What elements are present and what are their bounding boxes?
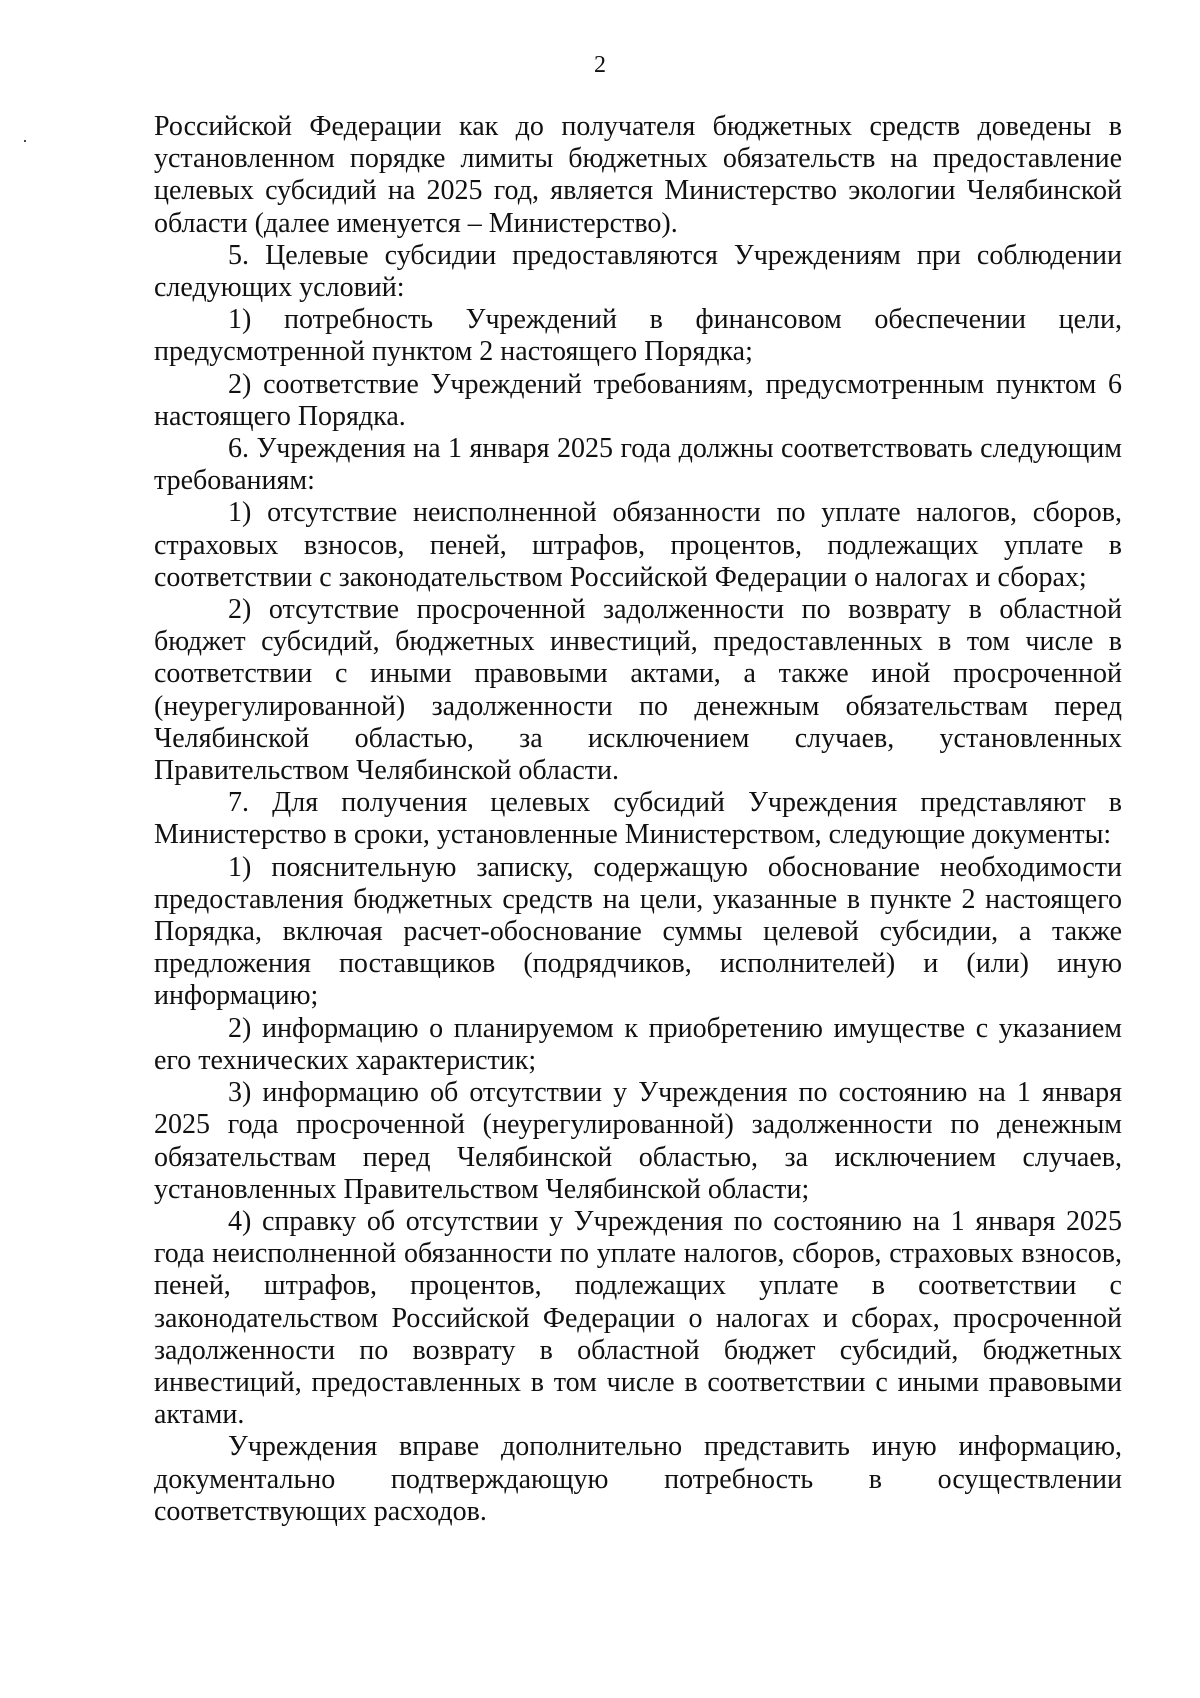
document-body bbox=[154, 111, 1122, 1528]
paragraph-item-6-2: 2) отсутствие просроченной задолженности по возврату в областной бюджет субсидий, бюджетных инвестиций, предоставленных в том числе в соответствии с иными правовыми актами, а также иной просроченной (неурегулированной) задолженности по денежным обязательствам перед Челябинской областью, за исключением случаев, установленных Правительством Челябинской области. bbox=[154, 594, 1122, 787]
paragraph-item-7-3: 3) информацию об отсутствии у Учреждения по состоянию на 1 января 2025 года просроченной (неурегулированной) задолженности по денежным обязательствам перед Челябинской областью, за исключением случаев, установленных Правительством Челябинской области; bbox=[154, 1077, 1122, 1205]
paragraph-continuation: Российской Федерации как до получателя бюджетных средств доведены в установленном порядке лимиты бюджетных обязательств на предоставление целевых субсидий на 2025 год, является Министерство экологии Челябинской области (далее именуется – Министерство). bbox=[154, 111, 1122, 239]
paragraph-item-5-1: 1) потребность Учреждений в финансовом обеспечении цели, предусмотренной пунктом 2 настоящего Порядка; bbox=[154, 304, 1122, 368]
paragraph-item-6: 6. Учреждения на 1 января 2025 года должны соответствовать следующим требованиям: bbox=[154, 433, 1122, 497]
paragraph-item-6-1: 1) отсутствие неисполненной обязанности по уплате налогов, сборов, страховых взносов, пеней, штрафов, процентов, подлежащих уплате в соответствии с законодательством Российской Федерации о налогах и сборах; bbox=[154, 497, 1122, 593]
paragraph-item-7-1: 1) пояснительную записку, содержащую обоснование необходимости предоставления бюджетных средств на цели, указанные в пункте 2 настоящего Порядка, включая расчет-обоснование суммы целевой субсидии, а также предложения поставщиков (подрядчиков, исполнителей) и (или) иную информацию; bbox=[154, 851, 1122, 1012]
scan-speck bbox=[24, 140, 26, 142]
paragraph-item-5: 5. Целевые субсидии предоставляются Учреждениям при соблюдении следующих условий: bbox=[154, 239, 1122, 304]
page-number: 2 bbox=[594, 52, 606, 78]
paragraph-additional-info: Учреждения вправе дополнительно представить иную информацию, документально подтверждающую потребность в осуществлении соответствующих расходов. bbox=[154, 1431, 1122, 1527]
paragraph-item-7: 7. Для получения целевых субсидий Учреждения представляют в Министерство в сроки, установленные Министерством, следующие документы: bbox=[154, 787, 1122, 851]
paragraph-item-7-2: 2) информацию о планируемом к приобретению имуществе с указанием его технических характеристик; bbox=[154, 1012, 1122, 1076]
paragraph-item-5-2: 2) соответствие Учреждений требованиям, предусмотренным пунктом 6 настоящего Порядка. bbox=[154, 368, 1122, 432]
paragraph-item-7-4: 4) справку об отсутствии у Учреждения по состоянию на 1 января 2025 года неисполненной обязанности по уплате налогов, сборов, страховых взносов, пеней, штрафов, процентов, подлежащих уплате в соответствии с законодательством Российской Федерации о налогах и сборах, просроченной задолженности по возврату в областной бюджет субсидий, бюджетных инвестиций, предоставленных в том числе в соответствии с иными правовыми актами. bbox=[154, 1205, 1122, 1431]
